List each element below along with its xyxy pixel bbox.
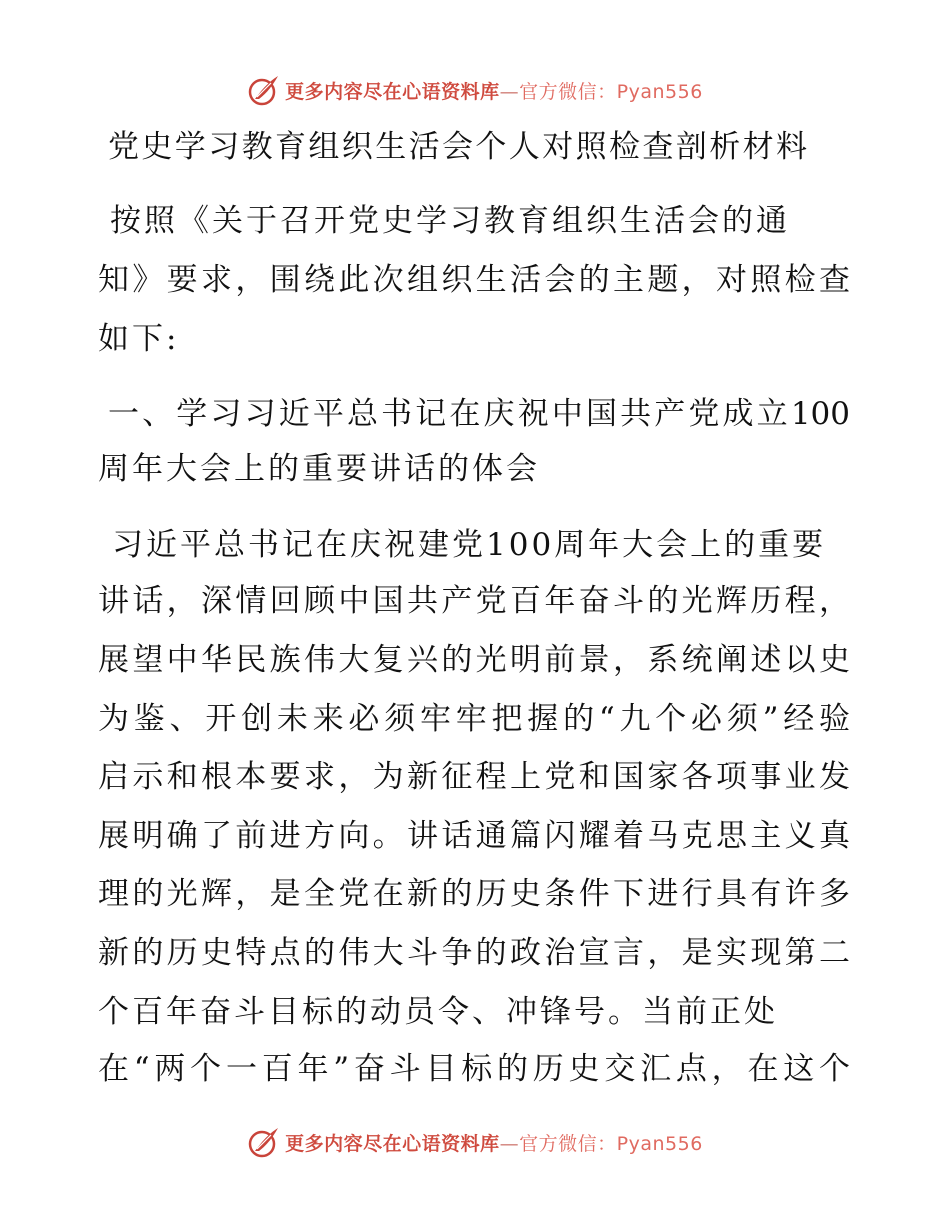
header-watermark-banner xyxy=(0,70,950,110)
body-line-5: 启示和根本要求，为新征程上党和国家各项事业发 xyxy=(98,759,850,795)
body-line-10: 在“两个一百年”奋斗目标的历史交汇点，在这个 xyxy=(98,1051,850,1087)
intro-line-1: 按照《关于召开党史学习教育组织生活会的通 xyxy=(110,203,790,239)
intro-line-3: 如下: xyxy=(98,321,180,357)
body-line-3: 展望中华民族伟大复兴的光明前景，系统阐述以史 xyxy=(98,642,850,678)
body-line-8: 新的历史特点的伟大斗争的政治宣言，是实现第二 xyxy=(98,935,850,971)
quill-logo-icon xyxy=(247,1125,281,1159)
watermark-text: 更多内容尽在心语资料库—官方微信：Pyan556 xyxy=(285,80,703,103)
body-line-7: 理的光辉，是全党在新的历史条件下进行具有许多 xyxy=(98,876,850,912)
body-line-6: 展明确了前进方向。讲话通篇闪耀着马克思主义真 xyxy=(98,818,850,854)
body-line-9: 个百年奋斗目标的动员令、冲锋号。当前正处 xyxy=(98,994,778,1030)
intro-line-2: 知》要求，围绕此次组织生活会的主题，对照检查 xyxy=(98,262,850,298)
watermark-text: 更多内容尽在心语资料库—官方微信：Pyan556 xyxy=(285,1132,703,1155)
section-heading-line-2: 周年大会上的重要讲话的体会 xyxy=(98,451,540,487)
body-line-4: 为鉴、开创未来必须牢牢把握的“九个必须”经验 xyxy=(98,701,850,737)
body-line-1: 习近平总书记在庆祝建党100周年大会上的重要 xyxy=(112,527,827,563)
document-title: 党史学习教育组织生活会个人对照检查剖析材料 xyxy=(108,129,810,165)
footer-watermark-banner xyxy=(0,1122,950,1162)
body-line-2: 讲话，深情回顾中国共产党百年奋斗的光辉历程， xyxy=(98,583,850,619)
section-heading-line-1: 一、学习习近平总书记在庆祝中国共产党成立100 xyxy=(108,396,850,432)
quill-logo-icon xyxy=(247,73,281,107)
